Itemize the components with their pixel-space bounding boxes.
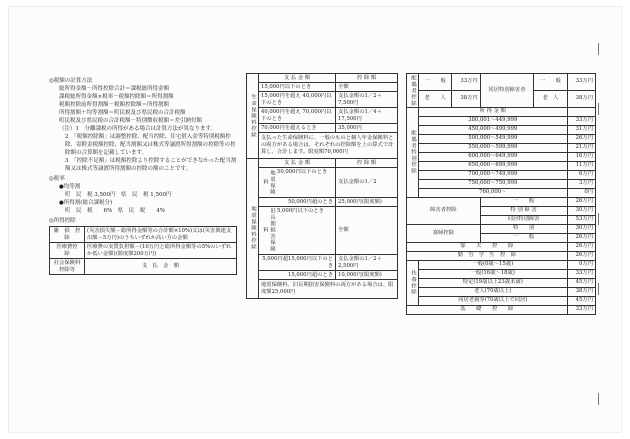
table-row [407,242,596,251]
table-row [407,125,596,134]
cell: 380,001～449,999 [419,116,568,125]
rate-income-label: ●所得割(総合課税分) [59,200,113,206]
col-header: 控 除 額 [336,74,398,83]
cell: 26万円 [567,197,595,206]
cell: 38万円 [567,287,595,296]
cell: 45万円 [567,296,595,305]
special-label: 配偶者特別控除 [407,107,419,197]
row-label: 社会保険料控除等 [50,259,85,275]
cell: 38万円 [567,90,595,107]
cell: 550,000～599,999 [419,143,568,152]
cell: 15,000円以下のとき [259,83,336,92]
table-row [407,179,596,188]
table-row [407,134,596,143]
cell: 50,000円超のとき [259,198,336,207]
cell: 11万円 [567,161,595,170]
calc-title: ◎税額の計算方法 [49,78,93,84]
cell: 450,000～499,999 [419,125,568,134]
table-row [407,296,596,305]
table-row [247,207,398,255]
left-column [49,77,239,275]
cell-text: 50,000円以下のとき [277,168,328,175]
cell: 0万円 [567,260,595,269]
cell: 勤 労 学 生 控 除 [407,251,568,260]
row-text: 支 払 金 額 [85,259,237,275]
cell [259,207,336,255]
cell: 10,000円(限度額) [336,271,398,280]
table-row [407,269,596,278]
table-row [247,124,398,133]
cell: 53万円 [567,215,595,224]
cell: 支払金額の1／2 [336,168,398,198]
margin-mark [598,283,599,295]
cell: 老人(70歳以上) [419,287,568,296]
margin-mark [598,213,599,225]
cell: 30万円 [567,224,595,233]
margin-mark [598,103,599,115]
cell: 25,000円(限度額) [336,198,398,207]
cell: 26万円 [567,233,595,242]
cell: 35,000円 [336,124,398,133]
cell: 一 般 [480,233,567,242]
table-row [50,259,237,275]
cell: 700,000～749,999 [419,170,568,179]
cell: 33万円 [567,74,595,91]
table-row [407,74,596,91]
cell: 全額 [336,83,398,92]
calc-line: 所得割額＋均等割額＝町民税及び県民税の合計税額 [59,110,186,116]
rate-flat-line: 町 民 税 3,500円 県 民 税 1,500円 [65,192,172,198]
disab-label: 障害者控除 [407,197,481,224]
col-header: 支 払 金 額 [259,74,336,83]
table-row [407,152,596,161]
quake-note: 地震保険料、旧長期損害保険料の両方がある場合は、限度額25,000円 [259,280,398,299]
note: 3 「控除不足額」は税額控除より控除することができなかった配当割額又は株式等譲渡所得割額の控除の額のことです。 [65,158,237,172]
table-row [407,143,596,152]
personal-deduction-table [406,73,596,315]
cell: 70,000円を超えるとき [259,124,336,133]
table-row [247,198,398,207]
table-row [407,188,596,197]
spouse-label: 配偶者控除 [407,74,419,108]
life-insurance-table [246,73,398,299]
cell: 760,000～ [419,188,568,197]
quake-sub-label: 地震保険料 [262,169,275,196]
cell: 支払金額の1／4＋17,500円 [336,108,398,124]
table-row [50,227,237,243]
table-row [407,170,596,179]
cell: 650,000～699,999 [419,161,568,170]
table-row [247,271,398,280]
cell: 33万円 [567,269,595,278]
cell: 26万円 [567,251,595,260]
deduction-table [49,226,237,275]
dependent-label: 扶養控除 [407,260,419,305]
table-row [407,260,596,269]
table-row [407,251,596,260]
cell: 同居老親等(70歳以上で同居) [419,296,568,305]
cell-text: 5,000円以下のとき [277,207,324,214]
cell [259,168,336,198]
cell: 26万円 [567,242,595,251]
table-row [247,168,398,198]
table-row [407,116,596,125]
col-header: 支 払 金 額 [259,159,336,168]
cell: 全額 [336,207,398,255]
cell: 15,000円超のとき [259,271,336,280]
table-row [247,255,398,271]
cell: 26万円 [567,134,595,143]
table-row [407,287,596,296]
document-page [8,6,622,433]
rate-income-line: 町 民 税 6% 県 民 税 4% [65,208,165,214]
cell [567,107,595,116]
cell: 老 人 [419,90,452,107]
table-row [247,83,398,92]
widow-label: 寡婦控除 [407,224,481,242]
life-label: 生命保険料控除 [247,74,259,159]
cell: 老 人 [534,90,567,107]
rate-title: ◎税率 [49,176,65,182]
row-label: 雑 損 控 除 [50,227,85,243]
cell: 500,000～549,999 [419,134,568,143]
table-row [407,305,596,314]
cell: 基 礎 控 除 [407,305,568,314]
cell: 30万円 [567,206,595,215]
cell: 0円 [567,188,595,197]
cell: 一 般 [480,197,567,206]
table-row [407,197,596,206]
calc-line: 町民税及び県民税の合計税額－特別徴収税額＝差引納付額 [59,118,203,124]
row-text: 医療費の実質負担額－(10万円と総所得金額等の5%のいずれか低い金額)(限度額200万円) [85,243,237,259]
cell: 33万円 [452,74,480,91]
cell: 一般(16歳～18歳) [419,269,568,278]
cell: 40,000円を超え 70,000円以下のとき [259,108,336,124]
table-row [407,278,596,287]
cell: 6万円 [567,170,595,179]
cell: 16万円 [567,152,595,161]
cell: 一 般 [419,74,452,91]
cell: 21万円 [567,143,595,152]
cell: 支払金額の1／2＋2,500円 [336,255,398,271]
cell: 支払金額の1／2＋7,500円 [336,92,398,108]
cell: 33万円 [567,305,595,314]
deduction-title: ◎所得控除 [49,218,76,224]
calc-line: 税額控除前所得割額－税額控除額＝所得割額 [59,102,170,108]
row-label: 医療費控 除 [50,243,85,259]
cell: 3万円 [567,179,595,188]
quake-sub-label: 旧長期損害保険料 [262,208,275,253]
cell: 33万円 [567,116,595,125]
table-row [247,108,398,124]
col-header: 控 除 額 [336,159,398,168]
cell: 750,000～759,999 [419,179,568,188]
cell: 45万円 [567,278,595,287]
cell: 一 般 [534,74,567,91]
same-label: 同居特別障害者 [480,74,534,108]
rate-flat-label: ●均等割 [59,184,81,190]
table-row [407,224,596,233]
note: （注）1 分離課税の所得がある場合は計算方法が異なります。 [59,126,217,132]
cell: 寡 夫 控 除 [407,242,568,251]
life-note: 支払った生命保険料に、一般のものと個人年金保険料との両方がある場合は、それぞれの控除額を上の算式で計算し、合計します。限度額70,000円 [259,133,398,159]
cell: 15,000円を超え 40,000円以下のとき [259,92,336,108]
calc-line: 総所得金額－所得控除合計＝課税総所得金額 [59,86,170,92]
cell: 38万円 [452,90,480,107]
row-text: (災害損失額－総所得金額等の合計額×10%)又は(災害関連支出額－5万円)のうちいずれか高い方の金額 [85,227,237,243]
table-row [407,161,596,170]
note: 2 「税額控除額」は調整控除、配当控除、住宅借入金等特別税額控除、寄附金税額控除、配当割額又は株式等譲渡所得割額の控除等の控除額の合算額を記載しています。 [65,134,236,156]
cell: 特 別 障 害 [480,206,567,215]
cell: 一般(0歳～15歳) [419,260,568,269]
cell: 31万円 [567,125,595,134]
cell: 600,000～649,999 [419,152,568,161]
calc-line: 課税総所得金額×税率－税額控除額＝所得割額 [59,94,174,100]
table-row [50,243,237,259]
margin-mark [598,43,599,55]
cell: 特定(19歳以上23歳未満) [419,278,568,287]
quake-label: 地震保険料控除 [247,159,259,299]
table-row [247,92,398,108]
cell: 特 別 [480,224,567,233]
col-header: 所 得 金 額 [419,107,568,116]
margin-mark [598,393,599,405]
cell: 5,000円超15,000円以下のとき [259,255,336,271]
cell: 同居特別障害 [480,215,567,224]
